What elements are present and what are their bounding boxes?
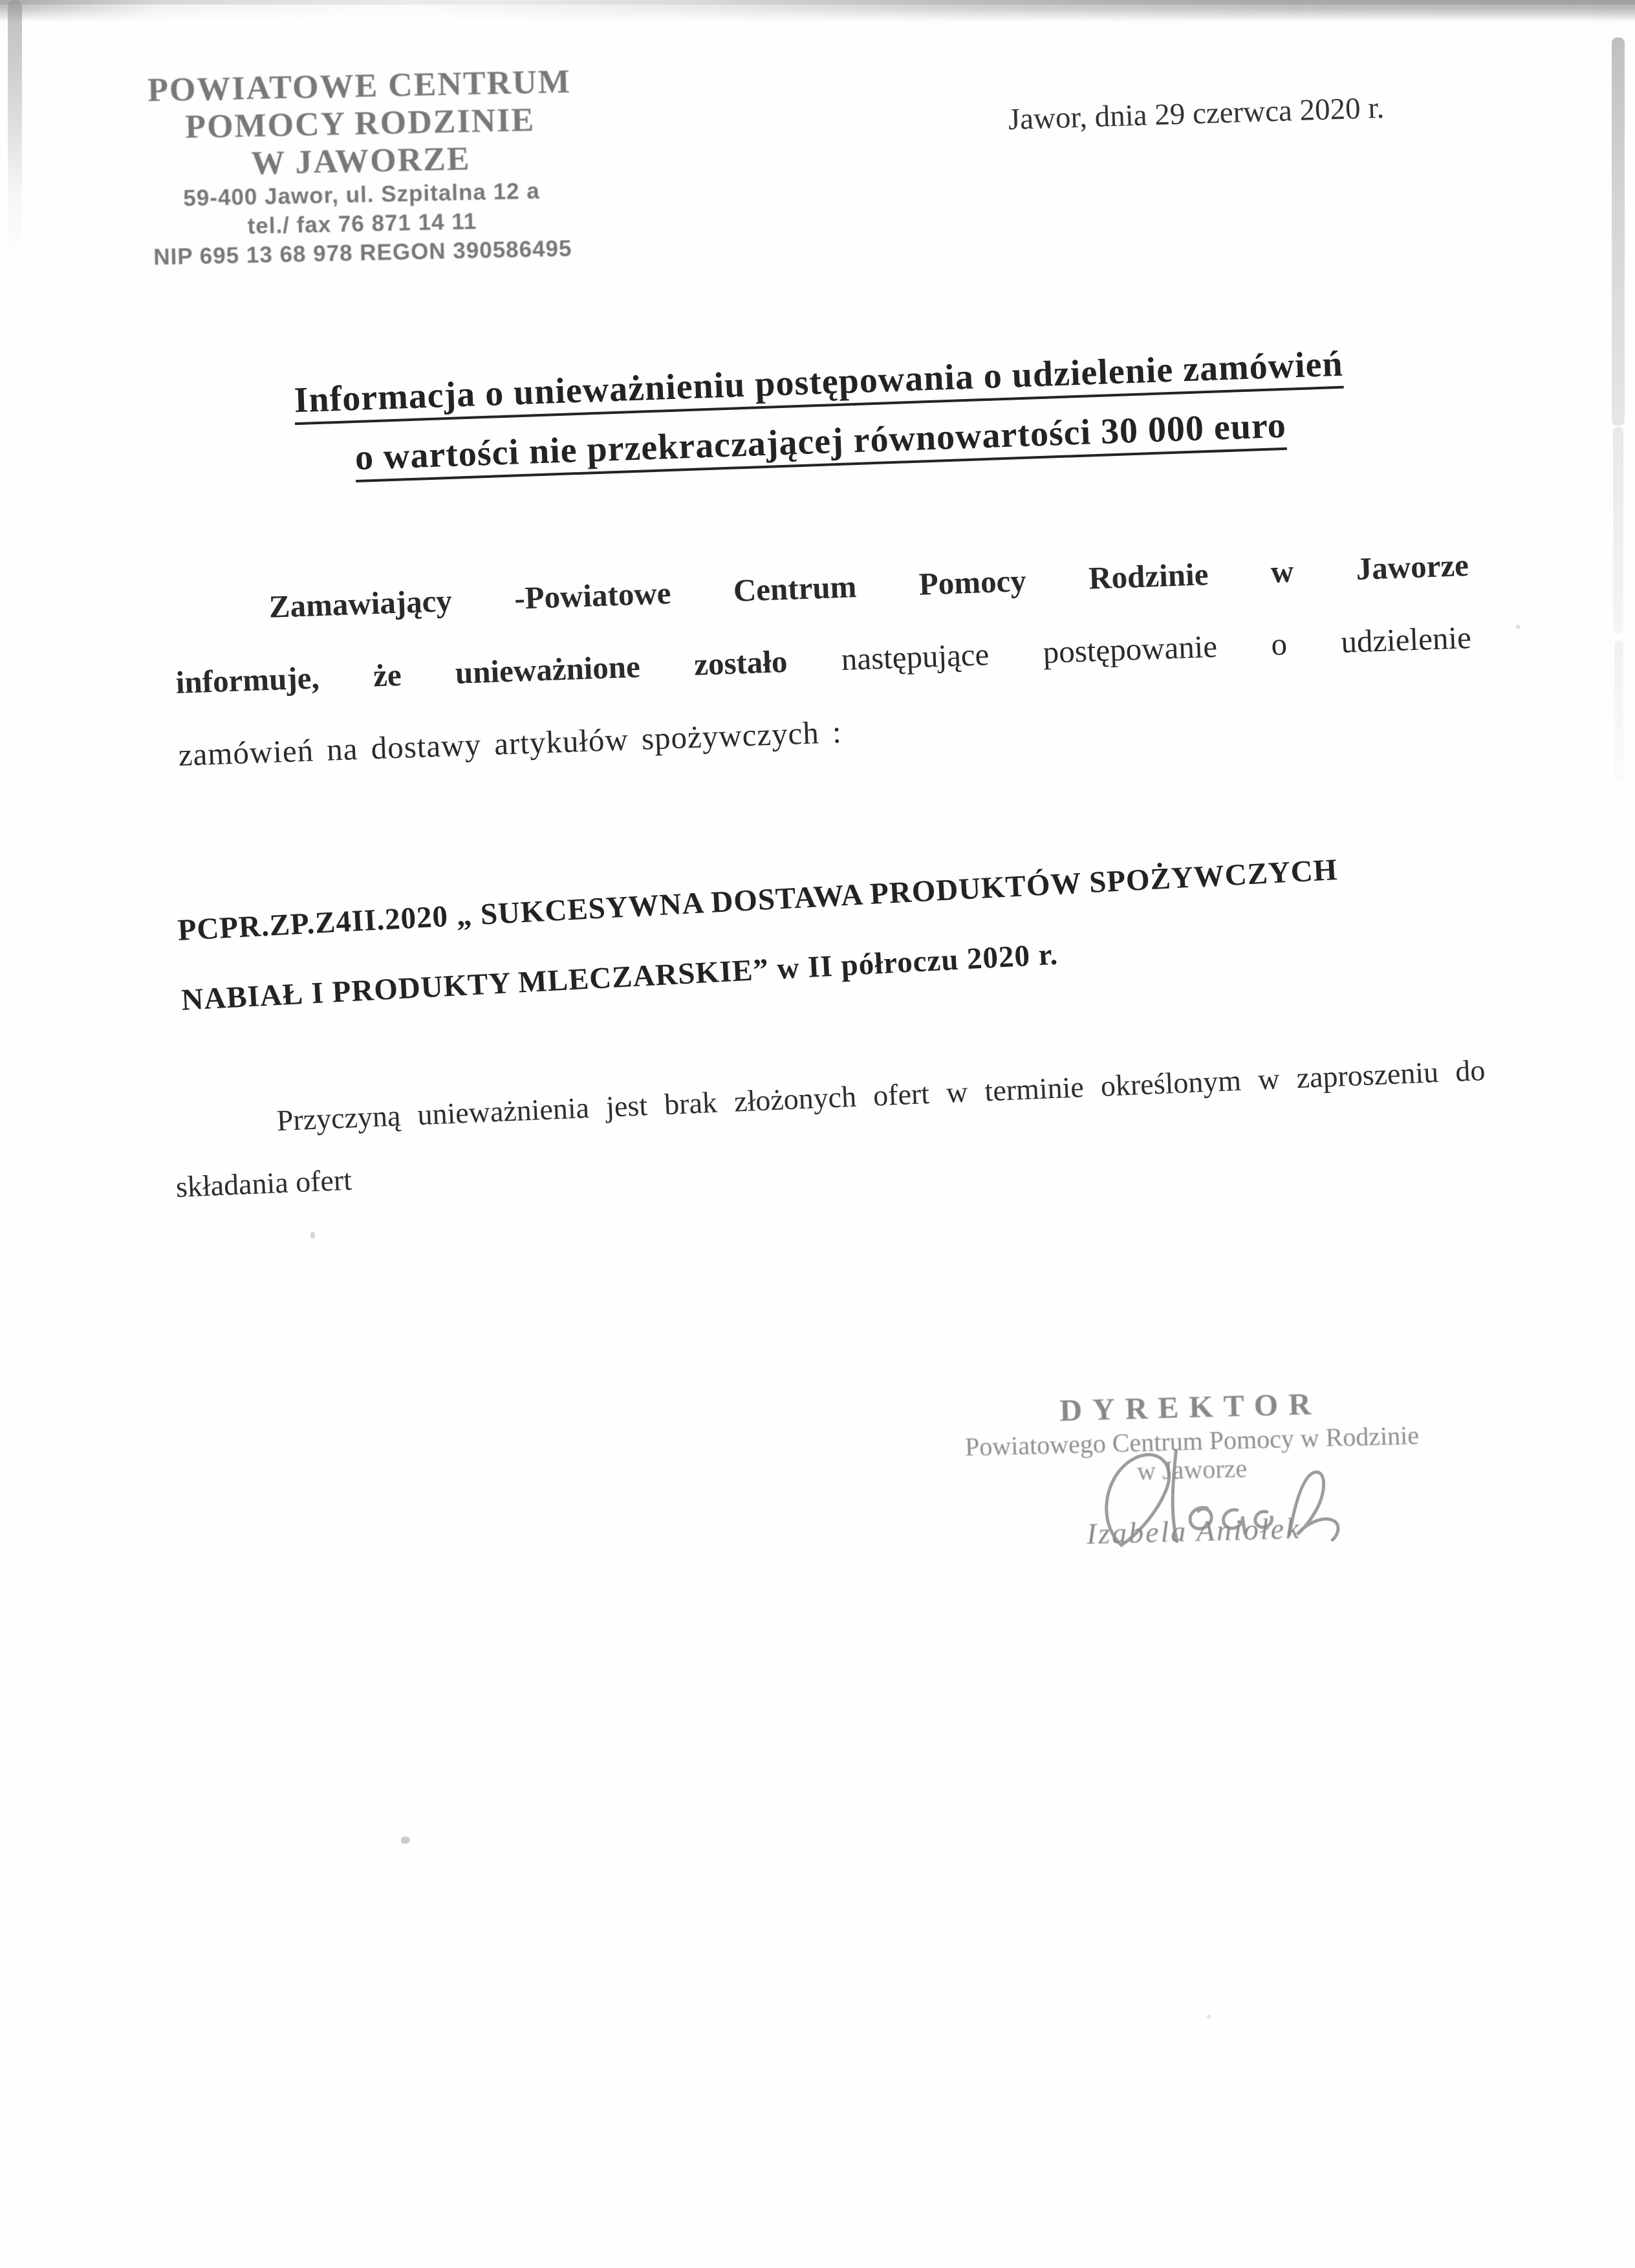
signature-block bbox=[964, 1384, 1422, 1603]
document-title bbox=[1, 324, 1635, 500]
cancellation-reason-line1: Przyczyną unieważnienia jest brak złożonych ofert w terminie określonym w zaproszeniu do bbox=[276, 1053, 1486, 1138]
signature-role: DYREKTOR bbox=[1059, 1387, 1322, 1429]
letterhead-stamp bbox=[133, 63, 589, 272]
document-title-line2: o wartości nie przekraczającej równowartości 30 000 euro bbox=[354, 405, 1287, 479]
letterhead-org-line: POMOCY RODZINIE bbox=[184, 101, 536, 146]
intro-line3: zamówień na dostawy artykułów spożywczych : bbox=[177, 714, 843, 773]
procurement-subject bbox=[176, 825, 1539, 1035]
intro-paragraph bbox=[172, 529, 1475, 792]
handwritten-signature bbox=[1074, 1442, 1361, 1553]
cancellation-reason bbox=[172, 1039, 1489, 1218]
intro-line1: Zamawiający -Powiatowe Centrum Pomocy Rodzinie w Jaworze bbox=[268, 547, 1469, 625]
letterhead-org-line: W JAWORZE bbox=[250, 140, 471, 182]
signature-org-line1: Powiatowego Centrum Pomocy w Rodzinie bbox=[964, 1420, 1420, 1462]
procurement-subject-line1: PCPR.ZP.Z4II.2020 „ SUKCESYWNA DOSTAWA PRODUKTÓW SPOŻYWCZYCH bbox=[177, 852, 1339, 947]
letterhead-phone-line: tel./ fax 76 871 14 11 bbox=[247, 208, 477, 239]
scan-artifact-right-streak bbox=[1614, 640, 1623, 783]
scan-speck bbox=[1516, 625, 1520, 629]
scan-artifact-right-streak bbox=[1613, 427, 1623, 634]
signature-org-line2: w Jaworze bbox=[1136, 1453, 1248, 1486]
scan-speck bbox=[310, 1232, 315, 1238]
signature-name: Izabela Aniołek bbox=[1086, 1511, 1302, 1551]
document-title-line1: Informacja o unieważnieniu postępowania o udzielenie zamówień bbox=[293, 343, 1344, 421]
cancellation-reason-line2: składania ofert bbox=[175, 1163, 352, 1204]
intro-line2-bold: informuje, że unieważnione zostało bbox=[175, 641, 842, 700]
scan-artifact-top-edge bbox=[0, 0, 1635, 5]
scan-speck bbox=[1207, 2014, 1211, 2018]
letterhead-org-line: POWIATOWE CENTRUM bbox=[147, 63, 572, 109]
scan-artifact-left-streak bbox=[8, 0, 22, 259]
intro-line2-regular: następujące postępowanie o udzielenie bbox=[840, 619, 1472, 677]
date-line: Jawor, dnia 29 czerwca 2020 r. bbox=[1008, 91, 1385, 136]
letterhead-nip-regon-line: NIP 695 13 68 978 REGON 390586495 bbox=[153, 235, 572, 270]
scan-speck bbox=[401, 1837, 410, 1844]
letterhead-address-line: 59-400 Jawor, ul. Szpitalna 12 a bbox=[182, 178, 541, 211]
procurement-subject-line2: NABIAŁ I PRODUKTY MLECZARSKIE” w II półroczu 2020 r. bbox=[180, 937, 1059, 1017]
